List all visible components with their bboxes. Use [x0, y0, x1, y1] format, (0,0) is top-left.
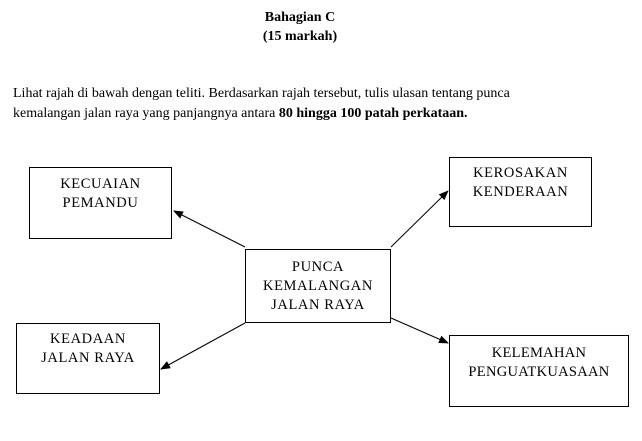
instruction-period: .: [464, 106, 468, 121]
word-count-requirement: 80 hingga 100 patah perkataan: [278, 106, 465, 121]
box-kecuaian-pemandu: [29, 167, 172, 239]
center-box-line: KEMALANGAN: [263, 278, 373, 294]
box-line: KENDERAAN: [472, 184, 569, 200]
arrow-to-kerosakan-kenderaan: [391, 191, 448, 247]
section-title: Bahagian C: [264, 10, 336, 25]
instruction-text: kemalangan jalan raya yang panjangnya antara: [13, 106, 279, 121]
box-line: KEADAAN: [50, 331, 126, 347]
arrow-to-kelemahan-penguatkuasaan: [391, 318, 448, 343]
center-box-line: PUNCA: [291, 259, 345, 275]
box-line: PENGUATKUASAAN: [468, 364, 610, 380]
box-line: PEMANDU: [62, 195, 139, 211]
box-line: KEROSAKAN: [473, 165, 568, 181]
center-box-line: JALAN RAYA: [271, 297, 365, 313]
box-keadaan-jalan-raya: [16, 323, 160, 394]
box-line: KELEMAHAN: [491, 345, 587, 361]
instruction-line-1: Lihat rajah di bawah dengan teliti. Berdasarkan rajah tersebut, tulis ulasan tentang punca: [13, 86, 510, 101]
box-kerosakan-kenderaan: [449, 157, 592, 227]
center-box-punca-kemalangan: [245, 249, 391, 323]
box-line: JALAN RAYA: [41, 350, 135, 366]
arrow-to-kecuaian-pemandu: [174, 211, 245, 247]
box-kelemahan-penguatkuasaan: [449, 335, 629, 407]
section-marks: (15 markah): [262, 29, 338, 44]
box-line: KECUAIAN: [60, 176, 141, 192]
arrow-to-keadaan-jalan-raya: [161, 323, 245, 369]
